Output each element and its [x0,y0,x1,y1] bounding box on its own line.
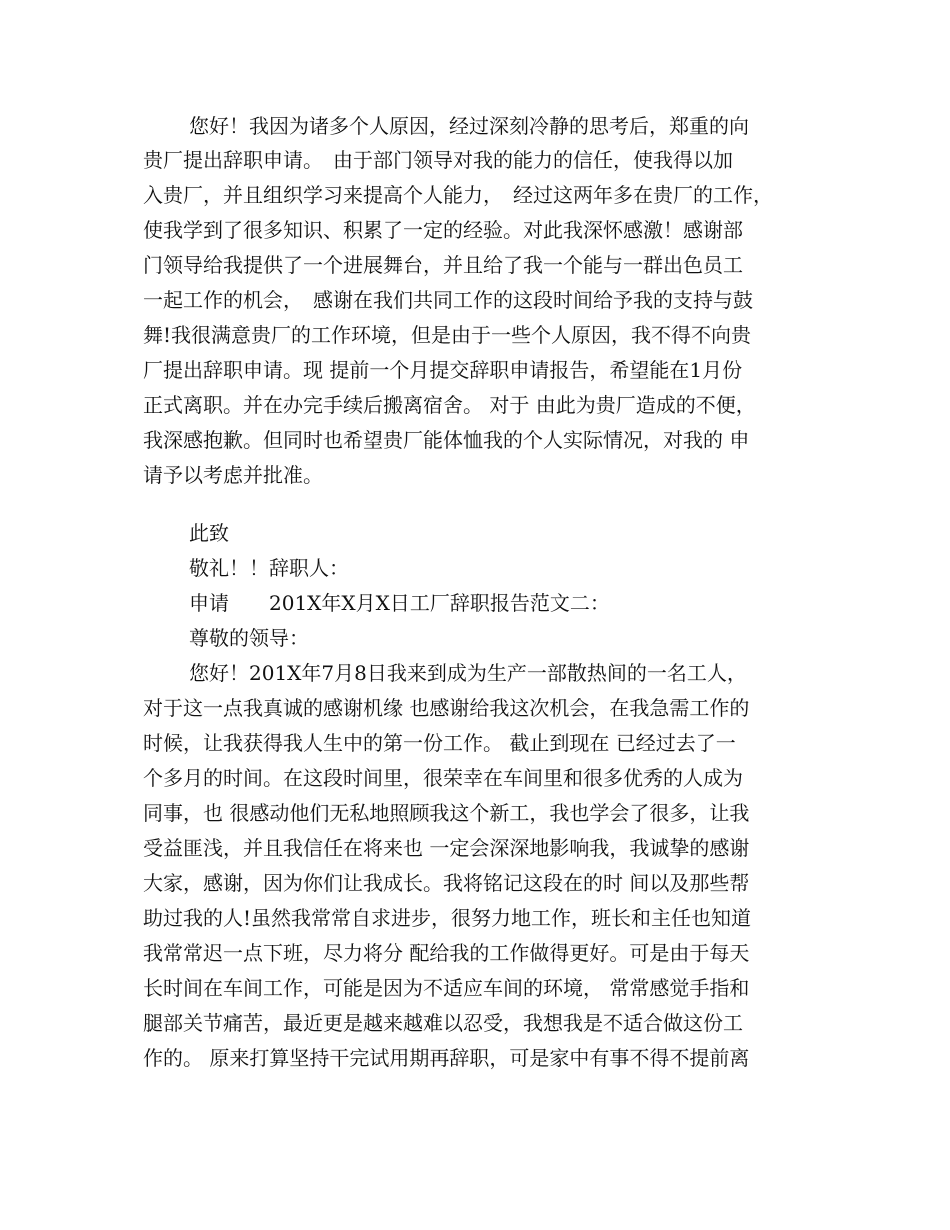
paragraph-line: 舞!我很满意贵厂的工作环境，但是由于一些个人原因，我不得不向贵 [143,323,752,347]
paragraph-line: 您好！201X年7月8日我来到成为生产一部散热间的一名工人， [189,661,747,685]
paragraph-line: 厂提出辞职申请。现 提前一个月提交辞职申请报告，希望能在1月份 [143,358,743,382]
paragraph-line: 对于这一点我真诚的感谢机缘 也感谢给我这次机会，在我急需工作的 [143,696,750,720]
paragraph-line: 一起工作的机会， 感谢在我们共同工作的这段时间给予我的支持与鼓 [143,288,753,312]
paragraph-line: 请予以考虑并批准。 [143,463,323,487]
greeting-line: 尊敬的领导： [189,626,309,650]
closing-date-line: 申请 201X年X月X日工厂辞职报告范文二： [189,591,610,615]
paragraph-line: 我常常迟一点下班，尽力将分 配给我的工作做得更好。可是由于每天 [143,941,750,965]
paragraph-line: 正式离职。并在办完手续后搬离宿舍。 对于 由此为贵厂造成的不便， [143,393,756,417]
paragraph-line: 使我学到了很多知识、积累了一定的经验。对此我深怀感激！感谢部 [143,218,743,242]
paragraph-line: 贵厂提出辞职申请。 由于部门领导对我的能力的信任，使我得以加 [143,148,733,172]
paragraph-line: 大家，感谢，因为你们让我成长。我将铭记这段在的时 间以及那些帮 [143,871,750,895]
paragraph-line: 受益匪浅，并且我信任在将来也 一定会深深地影响我，我诚挚的感谢 [143,836,750,860]
paragraph-line: 腿部关节痛苦，最近更是越来越难以忍受，我想我是不适合做这份工 [143,1011,743,1035]
paragraph-line: 您好！我因为诸多个人原因，经过深刻冷静的思考后，郑重的向 [189,114,749,138]
closing-salutation: 此致 [189,521,229,545]
paragraph-line: 门领导给我提供了一个进展舞台，并且给了我一个能与一群出色员工 [143,253,743,277]
paragraph-line: 我深感抱歉。但同时也希望贵厂能体恤我的个人实际情况，对我的 申 [143,428,750,452]
paragraph-line: 长时间在车间工作，可能是因为不适应车间的环境， 常常感觉手指和 [143,976,750,1000]
paragraph-line: 时候，让我获得我人生中的第一份工作。 截止到现在 已经过去了一 [143,731,736,755]
paragraph-line: 助过我的人!虽然我常常自求进步，很努力地工作，班长和主任也知道 [143,906,752,930]
closing-signature: 敬礼！！辞职人： [189,556,349,580]
paragraph-line: 入贵厂，并且组织学习来提高个人能力， 经过这两年多在贵厂的工作， [143,183,773,207]
paragraph-line: 作的。 原来打算坚持干完试用期再辞职，可是家中有事不得不提前离 [143,1046,750,1070]
paragraph-line: 个多月的时间。在这段时间里，很荣幸在车间里和很多优秀的人成为 [143,766,743,790]
paragraph-line: 同事，也 很感动他们无私地照顾我这个新工，我也学会了很多，让我 [143,801,750,825]
